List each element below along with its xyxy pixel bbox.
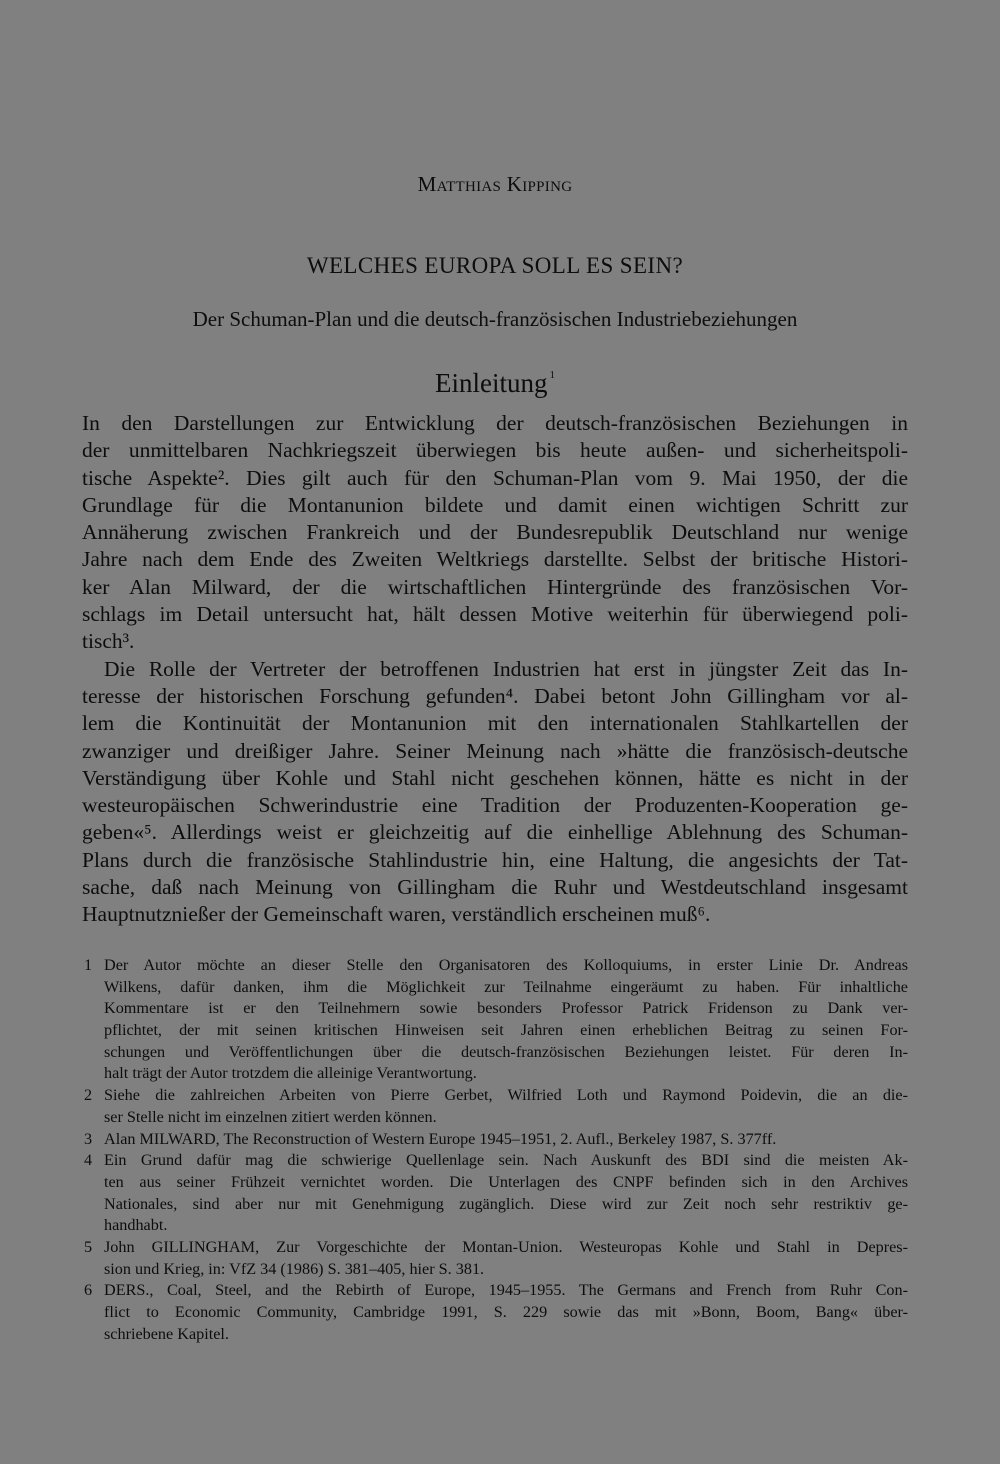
body-line: tisch³. — [82, 629, 135, 654]
footnote-line — [82, 1063, 908, 1085]
footnotes — [82, 955, 908, 1345]
body-text — [82, 410, 908, 929]
body-line: westeuropäischen Schwerindustrie eine Tradition der Produzenten-Kooperation ge- — [82, 793, 908, 818]
footnote-text: Ein Grund dafür mag die schwierige Quellenlage sein. Nach Auskunft des BDI sind die meisten Ak- — [104, 1151, 908, 1170]
footnote-line — [82, 977, 908, 999]
body-line: tische Aspekte². Dies gilt auch für den Schuman-Plan vom 9. Mai 1950, der die — [82, 465, 908, 490]
footnote-text: Siehe die zahlreichen Arbeiten von Pierre Gerbet, Wilfried Loth und Raymond Poidevin, die an die- — [104, 1086, 908, 1105]
footnote-line — [82, 998, 908, 1020]
footnote-line — [82, 1259, 908, 1281]
footnote-line — [82, 1237, 908, 1259]
footnote-text: Nationales, sind aber nur mit Genehmigung zugänglich. Diese wird zur Zeit noch sehr restriktiv ge- — [104, 1194, 908, 1213]
section-heading — [82, 368, 908, 399]
footnote-line — [82, 1042, 908, 1064]
footnote-text: flict to Economic Community, Cambridge 1991, S. 229 sowie das mit »Bonn, Boom, Bang« über- — [104, 1303, 908, 1321]
footnote-line — [82, 1129, 908, 1151]
body-line: Hauptnutznießer der Gemeinschaft waren, verständlich erscheinen muß⁶. — [82, 902, 711, 927]
footnote-line — [82, 1150, 908, 1172]
footnote-line — [82, 1302, 908, 1324]
body-line: zwanziger und dreißiger Jahre. Seiner Meinung nach »hätte die französisch-deutsche — [82, 738, 908, 763]
footnote — [82, 1129, 908, 1151]
footnote — [82, 1280, 908, 1345]
footnote-number: 1 — [84, 956, 93, 974]
footnote — [82, 1085, 908, 1128]
footnote-text: sion und Krieg, in: VfZ 34 (1986) S. 381–405, hier S. 381. — [104, 1259, 485, 1278]
footnote-text: Der Autor möchte an dieser Stelle den Organisatoren des Kolloquiums, in erster Linie Dr. Andreas — [104, 956, 908, 974]
body-line: sache, daß nach Meinung von Gillingham die Ruhr und Westdeutschland insgesamt — [82, 875, 908, 900]
footnote-line — [82, 1172, 908, 1194]
article-title: WELCHES EUROPA SOLL ES SEIN? — [306, 253, 684, 278]
body-line: Plans durch die französische Stahlindustrie hin, eine Haltung, die angesichts der Tat- — [82, 847, 908, 872]
body-line: geben«⁵. Allerdings weist er gleichzeitig auf die einhellige Ablehnung des Schuman- — [82, 820, 908, 845]
footnote-text: Alan MILWARD, The Reconstruction of Western Europe 1945–1951, 2. Aufl., Berkeley 1987, S. 377ff. — [104, 1129, 777, 1148]
footnote-number: 2 — [84, 1086, 93, 1105]
body-line: Jahre nach dem Ende des Zweiten Weltkriegs darstellte. Selbst der britische Histori- — [82, 547, 908, 572]
paragraph — [82, 656, 908, 929]
article-subtitle: Der Schuman-Plan und die deutsch-französischen Industriebeziehungen — [192, 307, 798, 331]
footnote-text: schriebene Kapitel. — [104, 1324, 229, 1343]
footnote — [82, 955, 908, 1085]
footnote-number: 5 — [84, 1237, 93, 1256]
body-line: In den Darstellungen zur Entwicklung der deutsch-französischen Beziehungen in — [82, 411, 908, 435]
footnote-text: Kommentare ist er den Teilnehmern sowie besonders Professor Patrick Fridenson zu Dank ver- — [104, 999, 908, 1018]
footnote-line — [82, 955, 908, 977]
body-line: ker Alan Milward, der die wirtschaftlichen Hintergründe des französischen Vor- — [82, 574, 908, 599]
footnote-number: 4 — [84, 1151, 93, 1170]
footnote-text: Wilkens, dafür danken, ihm die Möglichkeit zur Teilnahme eingeräumt zu haben. Für inhaltliche — [104, 977, 908, 996]
section-footnote-marker: 1 — [549, 369, 555, 381]
footnote-line — [82, 1280, 908, 1302]
author-name: Matthias Kipping — [417, 172, 573, 196]
body-line: Verständigung über Kohle und Stahl nicht geschehen können, hätte es nicht in der — [82, 765, 908, 790]
footnote-text: handhabt. — [104, 1216, 168, 1235]
footnote-line — [82, 1194, 908, 1216]
footnote-text: halt trägt der Autor trotzdem die alleinige Verantwortung. — [104, 1064, 477, 1083]
paragraph — [82, 410, 908, 656]
body-line: schlags im Detail untersucht hat, hält dessen Motive weiterhin für überwiegend poli- — [82, 602, 908, 627]
footnote-line — [82, 1085, 908, 1107]
footnote-text: ser Stelle nicht im einzelnen zitiert werden können. — [104, 1107, 437, 1126]
footnote-line — [82, 1107, 908, 1129]
body-line: Grundlage für die Montanunion bildete und damit einen wichtigen Schritt zur — [82, 492, 908, 517]
footnote-text: pflichtet, der mit seinen kritischen Hinweisen seit Jahren einen erheblichen Beitrag zu seinen For- — [104, 1021, 908, 1040]
body-line: Annäherung zwischen Frankreich und der Bundesrepublik Deutschland nur wenige — [82, 520, 908, 545]
footnote-line — [82, 1324, 908, 1346]
footnote-number: 6 — [84, 1281, 93, 1300]
footnote-text: ten aus seiner Frühzeit vernichtet worden. Die Unterlagen des CNPF befinden sich in den Archives — [104, 1172, 908, 1191]
footnote-line — [82, 1020, 908, 1042]
footnote-number: 3 — [84, 1129, 93, 1148]
section-heading-text: Einleitung — [435, 368, 548, 398]
footnote-text: schungen und Veröffentlichungen über die deutsch-französischen Beziehungen leistet. Für deren In- — [104, 1042, 908, 1061]
body-line: Die Rolle der Vertreter der betroffenen Industrien hat erst in jüngster Zeit das In- — [104, 656, 908, 681]
footnote — [82, 1150, 908, 1237]
body-line: teresse der historischen Forschung gefunden⁴. Dabei betont John Gillingham vor al- — [82, 683, 908, 708]
body-line: lem die Kontinuität der Montanunion mit den internationalen Stahlkartellen der — [82, 711, 908, 736]
footnote — [82, 1237, 908, 1280]
footnote-text: John GILLINGHAM, Zur Vorgeschichte der Montan-Union. Westeuropas Kohle und Stahl in Depres- — [104, 1237, 908, 1256]
body-line: der unmittelbaren Nachkriegszeit überwiegen bis heute außen- und sicherheitspoli- — [82, 438, 908, 463]
footnote-text: DERS., Coal, Steel, and the Rebirth of Europe, 1945–1955. The Germans and French from Ruhr Con- — [104, 1281, 908, 1300]
footnote-line — [82, 1215, 908, 1237]
